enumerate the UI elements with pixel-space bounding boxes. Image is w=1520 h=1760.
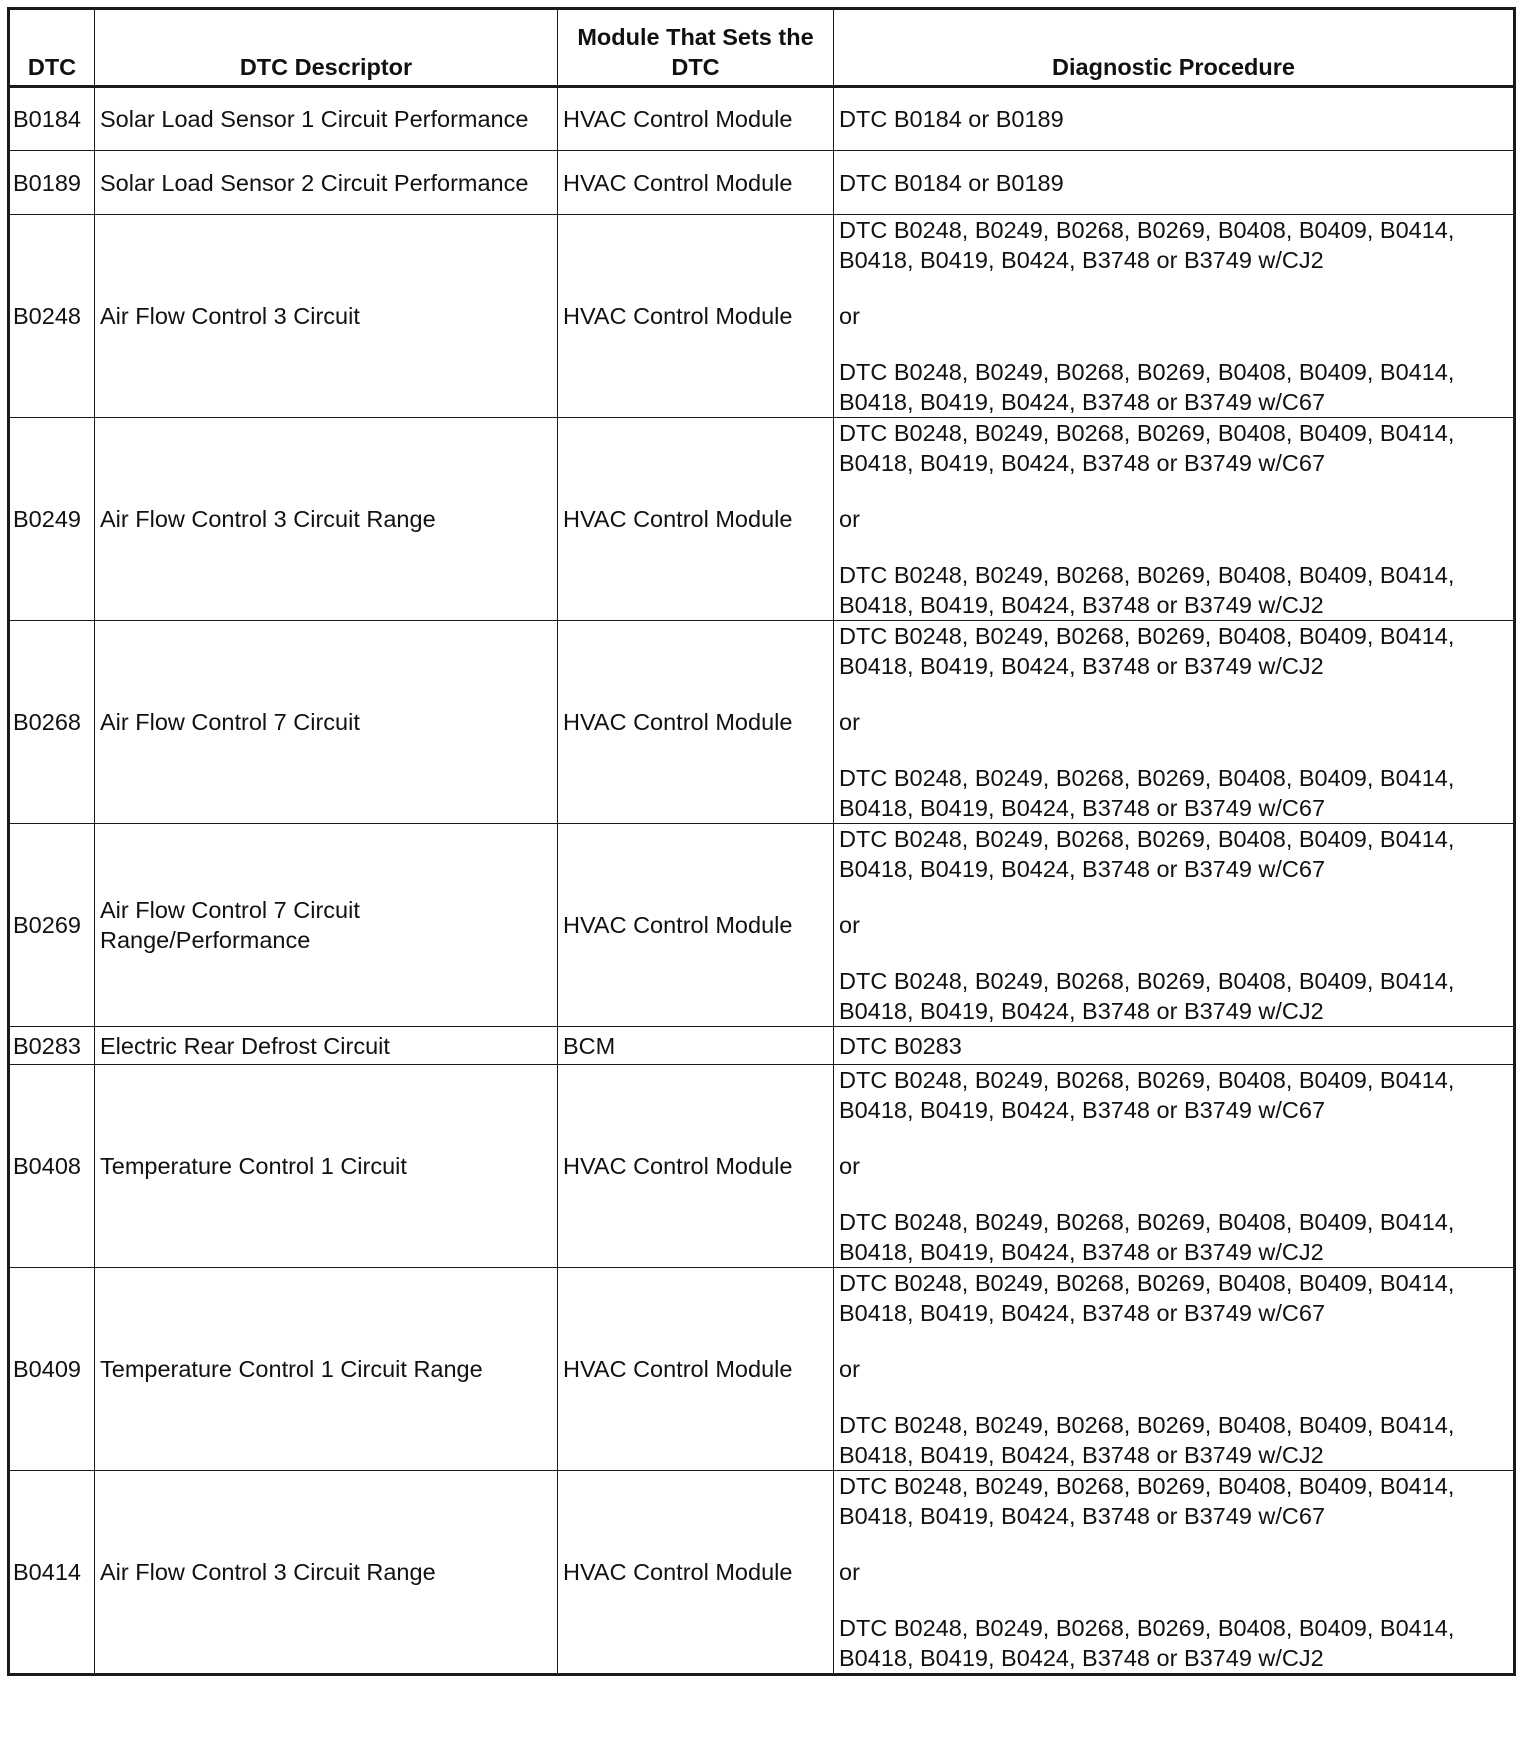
procedure-text: DTC B0248, B0249, B0268, B0269, B0408, B0409, B0414, B0418, B0419, B0424, B3748 or B3749 w/CJ2 (839, 1209, 1455, 1265)
diagnostic-procedure-cell (834, 824, 1515, 1027)
dtc-descriptor-cell: Temperature Control 1 Circuit (95, 1065, 558, 1268)
procedure-spacer (839, 1531, 1508, 1557)
procedure-text: or (839, 1153, 860, 1179)
procedure-text: or (839, 709, 860, 735)
dtc-descriptor-cell: Temperature Control 1 Circuit Range (95, 1268, 558, 1471)
dtc-code-cell: B0409 (9, 1268, 95, 1471)
diagnostic-procedure-cell (834, 1027, 1515, 1065)
module-cell: HVAC Control Module (558, 418, 834, 621)
module-cell: HVAC Control Module (558, 1471, 834, 1675)
table-row (9, 151, 1515, 215)
dtc-code-cell: B0283 (9, 1027, 95, 1065)
table-row (9, 1027, 1515, 1065)
dtc-descriptor-cell: Solar Load Sensor 1 Circuit Performance (95, 87, 558, 151)
procedure-text: or (839, 1559, 860, 1585)
table-row (9, 1471, 1515, 1675)
procedure-text: DTC B0248, B0249, B0268, B0269, B0408, B0409, B0414, B0418, B0419, B0424, B3748 or B3749 w/CJ2 (839, 623, 1455, 679)
module-cell: HVAC Control Module (558, 215, 834, 418)
procedure-text: or (839, 303, 860, 329)
procedure-spacer (839, 884, 1508, 910)
diagnostic-procedure-cell (834, 151, 1515, 215)
header-dtc: DTC (9, 9, 95, 87)
procedure-text: DTC B0248, B0249, B0268, B0269, B0408, B0409, B0414, B0418, B0419, B0424, B3748 or B3749 w/C67 (839, 765, 1455, 821)
procedure-text: DTC B0248, B0249, B0268, B0269, B0408, B0409, B0414, B0418, B0419, B0424, B3748 or B3749 w/C67 (839, 420, 1455, 476)
procedure-spacer (839, 275, 1508, 301)
module-cell: HVAC Control Module (558, 824, 834, 1027)
procedure-text: DTC B0248, B0249, B0268, B0269, B0408, B0409, B0414, B0418, B0419, B0424, B3748 or B3749 w/CJ2 (839, 1412, 1455, 1468)
table-row (9, 418, 1515, 621)
dtc-code-cell: B0269 (9, 824, 95, 1027)
table-row (9, 621, 1515, 824)
dtc-descriptor-cell: Air Flow Control 7 Circuit (95, 621, 558, 824)
procedure-spacer (839, 331, 1508, 357)
procedure-text: DTC B0248, B0249, B0268, B0269, B0408, B0409, B0414, B0418, B0419, B0424, B3748 or B3749 w/C67 (839, 1067, 1455, 1123)
procedure-spacer (839, 1181, 1508, 1207)
diagnostic-procedure-cell (834, 418, 1515, 621)
procedure-text: DTC B0248, B0249, B0268, B0269, B0408, B0409, B0414, B0418, B0419, B0424, B3748 or B3749 w/CJ2 (839, 217, 1455, 273)
module-cell: HVAC Control Module (558, 621, 834, 824)
diagnostic-procedure-cell (834, 621, 1515, 824)
procedure-spacer (839, 1125, 1508, 1151)
diagnostic-procedure-cell (834, 1065, 1515, 1268)
dtc-code-cell: B0414 (9, 1471, 95, 1675)
dtc-code-cell: B0184 (9, 87, 95, 151)
table-row (9, 824, 1515, 1027)
diagnostic-procedure-cell (834, 1268, 1515, 1471)
table-row (9, 215, 1515, 418)
procedure-text: DTC B0184 or B0189 (839, 106, 1064, 132)
table-body (9, 87, 1515, 1675)
procedure-text: DTC B0248, B0249, B0268, B0269, B0408, B0409, B0414, B0418, B0419, B0424, B3748 or B3749 w/C67 (839, 1473, 1455, 1529)
procedure-text: DTC B0248, B0249, B0268, B0269, B0408, B0409, B0414, B0418, B0419, B0424, B3748 or B3749 w/CJ2 (839, 1615, 1455, 1671)
procedure-text: DTC B0248, B0249, B0268, B0269, B0408, B0409, B0414, B0418, B0419, B0424, B3748 or B3749 w/C67 (839, 359, 1455, 415)
procedure-text: DTC B0184 or B0189 (839, 169, 1064, 196)
procedure-text: or (839, 912, 860, 938)
procedure-text: or (839, 506, 860, 532)
table-row (9, 1268, 1515, 1471)
dtc-code-cell: B0189 (9, 151, 95, 215)
dtc-descriptor-cell: Air Flow Control 7 Circuit Range/Performance (95, 824, 558, 1027)
dtc-code-cell: B0268 (9, 621, 95, 824)
procedure-text: DTC B0248, B0249, B0268, B0269, B0408, B0409, B0414, B0418, B0419, B0424, B3748 or B3749 w/C67 (839, 826, 1455, 882)
procedure-text: DTC B0248, B0249, B0268, B0269, B0408, B0409, B0414, B0418, B0419, B0424, B3748 or B3749 w/C67 (839, 1270, 1455, 1326)
header-descriptor: DTC Descriptor (95, 9, 558, 87)
procedure-spacer (839, 478, 1508, 504)
dtc-table (7, 7, 1516, 1676)
table-row (9, 1065, 1515, 1268)
diagnostic-procedure-cell (834, 215, 1515, 418)
procedure-text: DTC B0248, B0249, B0268, B0269, B0408, B0409, B0414, B0418, B0419, B0424, B3748 or B3749 w/CJ2 (839, 968, 1455, 1024)
procedure-text: DTC B0283 (839, 1032, 962, 1059)
dtc-descriptor-cell: Air Flow Control 3 Circuit (95, 215, 558, 418)
procedure-spacer (839, 940, 1508, 966)
procedure-text: DTC B0248, B0249, B0268, B0269, B0408, B0409, B0414, B0418, B0419, B0424, B3748 or B3749 w/CJ2 (839, 562, 1455, 618)
dtc-descriptor-cell: Electric Rear Defrost Circuit (95, 1027, 558, 1065)
module-cell: HVAC Control Module (558, 87, 834, 151)
dtc-descriptor-cell: Air Flow Control 3 Circuit Range (95, 418, 558, 621)
module-cell: HVAC Control Module (558, 151, 834, 215)
procedure-spacer (839, 1587, 1508, 1613)
table-row (9, 87, 1515, 151)
dtc-code-cell: B0249 (9, 418, 95, 621)
dtc-code-cell: B0248 (9, 215, 95, 418)
procedure-spacer (839, 1328, 1508, 1354)
diagnostic-procedure-cell (834, 87, 1515, 151)
procedure-spacer (839, 681, 1508, 707)
procedure-spacer (839, 1384, 1508, 1410)
header-module: Module That Sets the DTC (558, 9, 834, 87)
procedure-spacer (839, 534, 1508, 560)
module-cell: BCM (558, 1027, 834, 1065)
module-cell: HVAC Control Module (558, 1065, 834, 1268)
dtc-code-cell: B0408 (9, 1065, 95, 1268)
procedure-spacer (839, 737, 1508, 763)
diagnostic-procedure-cell (834, 1471, 1515, 1675)
header-procedure: Diagnostic Procedure (834, 9, 1515, 87)
procedure-text: or (839, 1356, 860, 1382)
dtc-descriptor-cell: Air Flow Control 3 Circuit Range (95, 1471, 558, 1675)
module-cell: HVAC Control Module (558, 1268, 834, 1471)
header-row (9, 9, 1515, 87)
dtc-descriptor-cell: Solar Load Sensor 2 Circuit Performance (95, 151, 558, 215)
